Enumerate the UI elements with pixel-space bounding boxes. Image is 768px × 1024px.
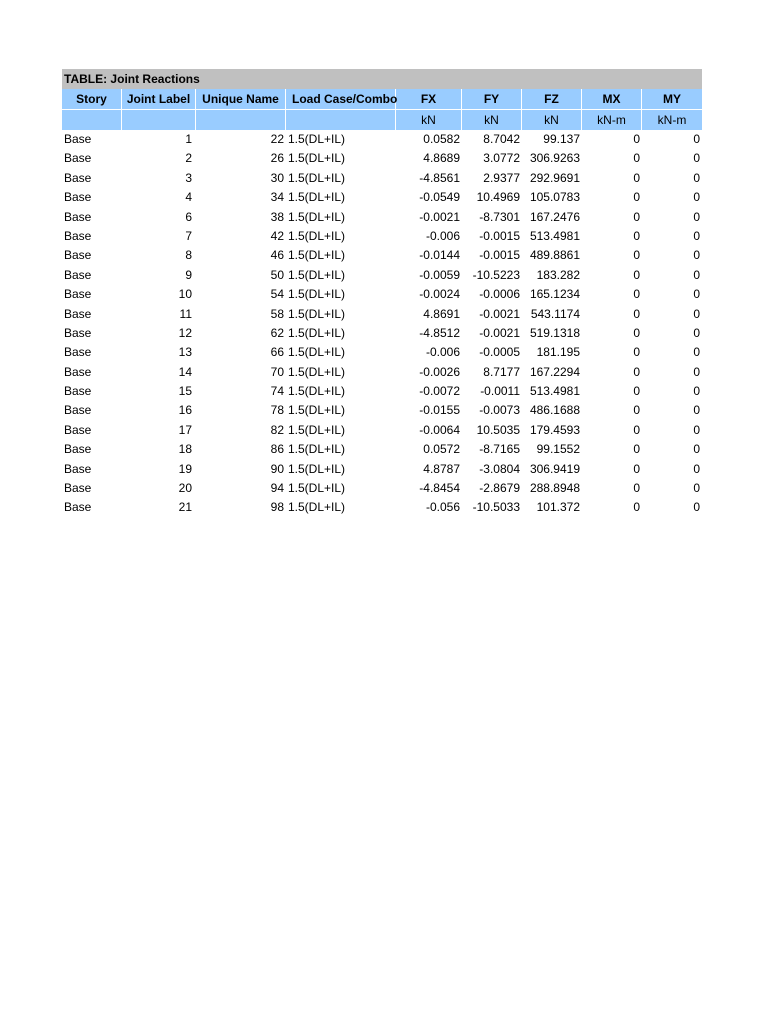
cell-my: 0 — [693, 325, 700, 340]
cell-fx: -0.056 — [425, 500, 460, 515]
cell-fy: 2.9377 — [483, 170, 520, 185]
cell-load-case: 1.5(DL+IL) — [288, 151, 346, 166]
cell-fz: 101.372 — [536, 500, 580, 515]
cell-unique-name: 30 — [270, 170, 284, 185]
cell-fy: 3.0772 — [483, 151, 520, 166]
cell-story: Base — [64, 209, 92, 224]
cell-fx: -4.8512 — [419, 325, 460, 340]
cell-story: Base — [64, 170, 92, 185]
cell-fx: 4.8787 — [423, 461, 460, 476]
table-row — [62, 130, 702, 149]
cell-mx: 0 — [633, 151, 640, 166]
cell-load-case: 1.5(DL+IL) — [288, 461, 346, 476]
table-row — [62, 363, 702, 382]
cell-fy: -0.0011 — [480, 384, 520, 399]
cell-fy: -8.7165 — [479, 442, 520, 457]
cell-joint-label: 14 — [178, 364, 192, 379]
cell-joint-label: 8 — [185, 248, 192, 263]
cell-mx: 0 — [633, 500, 640, 515]
cell-fx: -0.0064 — [419, 422, 460, 437]
cell-my: 0 — [693, 364, 700, 379]
cell-joint-label: 15 — [178, 384, 192, 399]
table-body — [62, 130, 702, 518]
unit-story — [62, 110, 122, 130]
cell-fy: 8.7177 — [483, 364, 520, 379]
table-row — [62, 169, 702, 188]
unit-fy: kN — [462, 110, 522, 130]
cell-load-case: 1.5(DL+IL) — [288, 267, 346, 282]
cell-unique-name: 54 — [270, 287, 284, 302]
cell-fz: 489.8861 — [529, 248, 580, 263]
cell-my: 0 — [693, 151, 700, 166]
cell-load-case: 1.5(DL+IL) — [288, 228, 346, 243]
cell-story: Base — [64, 267, 92, 282]
cell-my: 0 — [693, 287, 700, 302]
header-fy: FY — [462, 89, 522, 109]
cell-story: Base — [64, 190, 92, 205]
cell-my: 0 — [693, 170, 700, 185]
header-story: Story — [62, 89, 122, 109]
table-row — [62, 479, 702, 498]
cell-unique-name: 98 — [270, 500, 284, 515]
cell-story: Base — [64, 461, 92, 476]
cell-load-case: 1.5(DL+IL) — [288, 209, 346, 224]
header-mx: MX — [582, 89, 642, 109]
cell-fx: -0.0026 — [419, 364, 460, 379]
cell-load-case: 1.5(DL+IL) — [288, 403, 346, 418]
cell-fy: -8.7301 — [479, 209, 520, 224]
cell-fy: -0.0015 — [479, 248, 520, 263]
cell-fz: 165.1234 — [529, 287, 580, 302]
cell-load-case: 1.5(DL+IL) — [288, 364, 346, 379]
cell-unique-name: 50 — [270, 267, 284, 282]
unit-unique-name — [196, 110, 286, 130]
cell-my: 0 — [693, 461, 700, 476]
cell-joint-label: 18 — [178, 442, 192, 457]
cell-joint-label: 2 — [185, 151, 192, 166]
cell-my: 0 — [693, 500, 700, 515]
cell-unique-name: 66 — [270, 345, 284, 360]
cell-unique-name: 78 — [270, 403, 284, 418]
header-row — [62, 89, 702, 109]
table-row — [62, 440, 702, 459]
cell-fz: 292.9691 — [529, 170, 580, 185]
table-row — [62, 149, 702, 168]
cell-joint-label: 17 — [178, 422, 192, 437]
cell-story: Base — [64, 228, 92, 243]
cell-fy: -0.0006 — [479, 287, 520, 302]
table-row — [62, 460, 702, 479]
cell-fz: 543.1174 — [530, 306, 580, 321]
header-fz: FZ — [522, 89, 582, 109]
cell-story: Base — [64, 345, 92, 360]
cell-mx: 0 — [633, 132, 640, 146]
cell-joint-label: 12 — [178, 325, 192, 340]
cell-joint-label: 20 — [178, 481, 192, 496]
cell-unique-name: 94 — [270, 481, 284, 496]
cell-my: 0 — [693, 481, 700, 496]
cell-load-case: 1.5(DL+IL) — [288, 442, 346, 457]
cell-story: Base — [64, 403, 92, 418]
cell-fz: 181.195 — [536, 345, 580, 360]
cell-fy: -0.0015 — [479, 228, 520, 243]
cell-fy: -0.0021 — [479, 306, 520, 321]
cell-my: 0 — [693, 306, 700, 321]
cell-fz: 288.8948 — [529, 481, 580, 496]
header-unique-name: Unique Name — [196, 89, 286, 109]
cell-story: Base — [64, 132, 92, 146]
cell-fy: -3.0804 — [479, 461, 520, 476]
cell-joint-label: 9 — [185, 267, 192, 282]
cell-load-case: 1.5(DL+IL) — [288, 422, 346, 437]
cell-load-case: 1.5(DL+IL) — [288, 481, 346, 496]
table-row — [62, 227, 702, 246]
cell-mx: 0 — [633, 422, 640, 437]
cell-fz: 99.137 — [543, 132, 580, 146]
cell-unique-name: 26 — [270, 151, 284, 166]
unit-load-case — [286, 110, 396, 130]
cell-unique-name: 70 — [270, 364, 284, 379]
cell-joint-label: 11 — [179, 306, 192, 321]
table-row — [62, 324, 702, 343]
cell-mx: 0 — [633, 403, 640, 418]
cell-fy: -0.0005 — [479, 345, 520, 360]
cell-fx: -0.006 — [425, 228, 460, 243]
cell-my: 0 — [693, 403, 700, 418]
table-row — [62, 285, 702, 304]
cell-unique-name: 82 — [270, 422, 284, 437]
table-row — [62, 246, 702, 265]
table-title: TABLE: Joint Reactions — [62, 69, 702, 89]
unit-fx: kN — [396, 110, 462, 130]
cell-joint-label: 19 — [178, 461, 192, 476]
cell-fx: -0.0549 — [419, 190, 460, 205]
cell-fz: 99.1552 — [536, 442, 580, 457]
cell-unique-name: 42 — [270, 228, 284, 243]
header-fx: FX — [396, 89, 462, 109]
cell-story: Base — [64, 481, 92, 496]
cell-unique-name: 62 — [270, 325, 284, 340]
cell-mx: 0 — [633, 190, 640, 205]
table-row — [62, 382, 702, 401]
cell-fy: -10.5033 — [472, 500, 520, 515]
cell-fx: -4.8454 — [419, 481, 460, 496]
cell-fy: -0.0021 — [479, 325, 520, 340]
cell-mx: 0 — [633, 267, 640, 282]
cell-story: Base — [64, 500, 92, 515]
cell-story: Base — [64, 151, 92, 166]
cell-load-case: 1.5(DL+IL) — [288, 170, 346, 185]
cell-load-case: 1.5(DL+IL) — [288, 248, 346, 263]
cell-load-case: 1.5(DL+IL) — [288, 345, 346, 360]
cell-mx: 0 — [633, 481, 640, 496]
cell-fy: 10.5035 — [476, 422, 520, 437]
cell-load-case: 1.5(DL+IL) — [288, 325, 346, 340]
cell-my: 0 — [693, 228, 700, 243]
cell-mx: 0 — [633, 384, 640, 399]
cell-joint-label: 3 — [185, 170, 192, 185]
cell-fz: 105.0783 — [529, 190, 580, 205]
cell-joint-label: 7 — [185, 228, 192, 243]
cell-fx: 4.8691 — [423, 306, 460, 321]
cell-unique-name: 34 — [270, 190, 284, 205]
cell-fy: -0.0073 — [479, 403, 520, 418]
cell-load-case: 1.5(DL+IL) — [288, 384, 346, 399]
cell-joint-label: 6 — [185, 209, 192, 224]
table-row — [62, 305, 702, 324]
cell-joint-label: 1 — [185, 132, 192, 146]
cell-fx: 0.0582 — [423, 132, 460, 146]
cell-joint-label: 4 — [185, 190, 192, 205]
cell-fz: 519.1318 — [529, 325, 580, 340]
cell-my: 0 — [693, 209, 700, 224]
cell-story: Base — [64, 384, 92, 399]
cell-story: Base — [64, 248, 92, 263]
table-row — [62, 266, 702, 285]
cell-my: 0 — [693, 345, 700, 360]
cell-my: 0 — [693, 267, 700, 282]
cell-story: Base — [64, 422, 92, 437]
cell-fx: -0.0144 — [419, 248, 460, 263]
cell-mx: 0 — [633, 209, 640, 224]
cell-fz: 513.4981 — [529, 384, 580, 399]
cell-load-case: 1.5(DL+IL) — [288, 500, 346, 515]
cell-joint-label: 13 — [178, 345, 192, 360]
cell-fx: 0.0572 — [423, 442, 460, 457]
cell-mx: 0 — [633, 325, 640, 340]
cell-fx: -0.006 — [425, 345, 460, 360]
cell-mx: 0 — [633, 306, 640, 321]
cell-unique-name: 86 — [270, 442, 284, 457]
cell-joint-label: 21 — [178, 500, 192, 515]
unit-fz: kN — [522, 110, 582, 130]
header-load-case: Load Case/Combo — [286, 89, 396, 109]
cell-fz: 306.9263 — [529, 151, 580, 166]
cell-story: Base — [64, 306, 92, 321]
cell-story: Base — [64, 442, 92, 457]
cell-fy: -10.5223 — [472, 267, 520, 282]
unit-mx: kN-m — [582, 110, 642, 130]
cell-unique-name: 22 — [270, 132, 284, 146]
cell-fz: 167.2476 — [529, 209, 580, 224]
units-row — [62, 109, 702, 130]
joint-reactions-sheet — [62, 69, 702, 518]
cell-fz: 306.9419 — [529, 461, 580, 476]
cell-fz: 513.4981 — [529, 228, 580, 243]
table-row — [62, 421, 702, 440]
cell-story: Base — [64, 325, 92, 340]
cell-my: 0 — [693, 132, 700, 146]
cell-fy: 8.7042 — [483, 132, 520, 146]
table-row — [62, 188, 702, 207]
unit-joint-label — [122, 110, 196, 130]
cell-fx: -0.0059 — [419, 267, 460, 282]
cell-fx: -0.0024 — [419, 287, 460, 302]
cell-unique-name: 58 — [270, 306, 284, 321]
cell-load-case: 1.5(DL+IL) — [288, 132, 346, 146]
cell-joint-label: 16 — [178, 403, 192, 418]
cell-fz: 183.282 — [536, 267, 580, 282]
table-row — [62, 343, 702, 362]
cell-fx: -0.0155 — [419, 403, 460, 418]
cell-my: 0 — [693, 422, 700, 437]
cell-unique-name: 38 — [270, 209, 284, 224]
cell-my: 0 — [693, 442, 700, 457]
cell-fy: -2.8679 — [479, 481, 520, 496]
cell-fz: 486.1688 — [529, 403, 580, 418]
header-my: MY — [663, 92, 681, 106]
cell-load-case: 1.5(DL+IL) — [288, 306, 346, 321]
cell-mx: 0 — [633, 287, 640, 302]
table-row — [62, 208, 702, 227]
cell-joint-label: 10 — [178, 287, 192, 302]
cell-unique-name: 46 — [270, 248, 284, 263]
cell-load-case: 1.5(DL+IL) — [288, 287, 346, 302]
cell-unique-name: 90 — [270, 461, 284, 476]
unit-my: kN-m — [657, 113, 687, 127]
cell-fz: 179.4593 — [529, 422, 580, 437]
cell-mx: 0 — [633, 461, 640, 476]
cell-mx: 0 — [633, 248, 640, 263]
cell-my: 0 — [693, 248, 700, 263]
cell-fz: 167.2294 — [529, 364, 580, 379]
cell-story: Base — [64, 287, 92, 302]
table-row — [62, 401, 702, 420]
cell-fx: -0.0072 — [419, 384, 460, 399]
cell-mx: 0 — [633, 442, 640, 457]
cell-mx: 0 — [633, 345, 640, 360]
cell-fx: 4.8689 — [423, 151, 460, 166]
cell-story: Base — [64, 364, 92, 379]
cell-fy: 10.4969 — [476, 190, 520, 205]
cell-mx: 0 — [633, 364, 640, 379]
cell-my: 0 — [693, 384, 700, 399]
cell-unique-name: 74 — [270, 384, 284, 399]
table-row — [62, 498, 702, 517]
cell-fx: -0.0021 — [419, 209, 460, 224]
cell-fx: -4.8561 — [419, 170, 460, 185]
cell-mx: 0 — [633, 228, 640, 243]
header-joint-label: Joint Label — [122, 89, 196, 109]
cell-load-case: 1.5(DL+IL) — [288, 190, 346, 205]
cell-my: 0 — [693, 190, 700, 205]
cell-mx: 0 — [633, 170, 640, 185]
